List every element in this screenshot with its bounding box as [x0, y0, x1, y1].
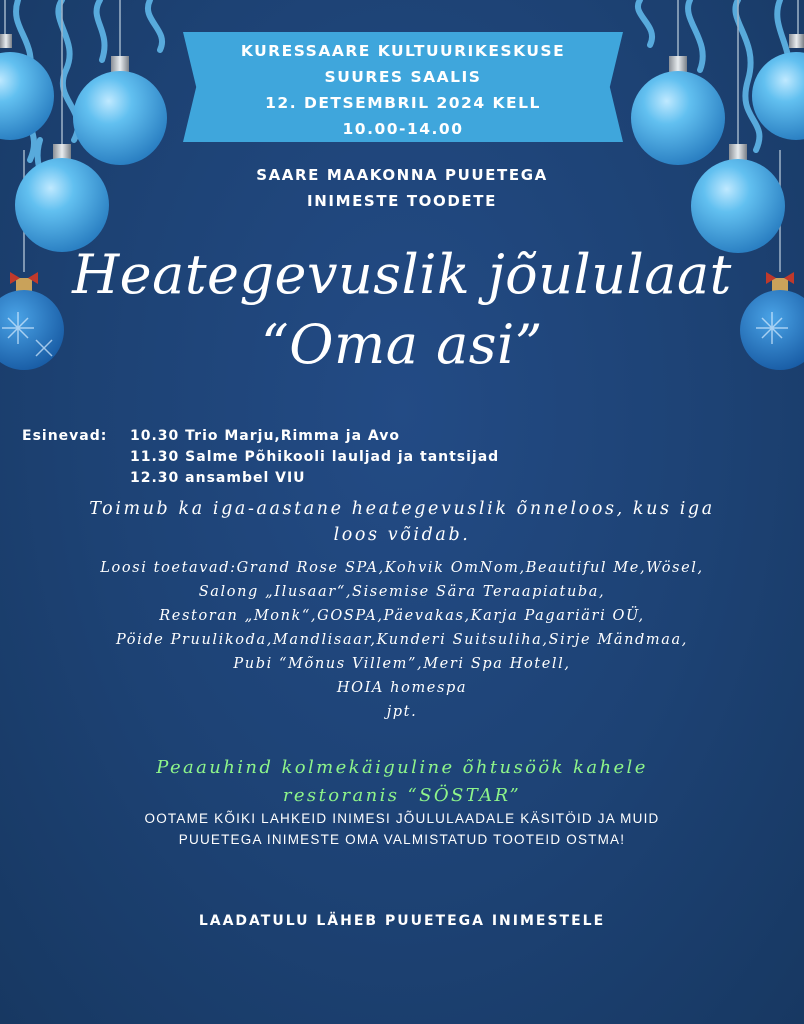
performers-list: [22, 426, 499, 489]
sponsors-line: Salong „Ilusaar“,Sisemise Sära Teraapiatuba,: [198, 584, 606, 600]
invite-line: PUUETEGA INIMESTE OMA VALMISTATUD TOOTEID OSTMA!: [178, 832, 626, 847]
subtitle-line: SAARE MAAKONNA PUUETEGA: [256, 166, 548, 184]
event-title-line2: “Oma asi”: [261, 313, 543, 376]
sponsors-line: Restoran „Monk“,GOSPA,Päevakas,Karja Pagariäri OÜ,: [159, 608, 645, 624]
sponsors-line: Pubi “Mõnus Villem”,Meri Spa Hotell,: [233, 656, 571, 672]
sponsors-list: [20, 556, 784, 724]
time-line: 10.00-14.00: [342, 120, 464, 138]
prize-line: Peaauhind kolmekäiguline õhtusöök kahele: [156, 757, 648, 778]
lottery-announcement: [20, 496, 784, 548]
performer-row: [22, 468, 499, 489]
performer-row: [22, 426, 499, 447]
performer-item: 12.30 ansambel VIU: [130, 470, 306, 486]
performer-item: 11.30 Salme Põhikooli lauljad ja tantsijad: [130, 449, 500, 465]
venue-date-info: [183, 38, 623, 142]
subtitle-line: INIMESTE TOODETE: [307, 192, 497, 210]
sponsors-line: jpt.: [386, 704, 418, 720]
sponsors-line: HOIA homespa: [336, 680, 468, 696]
venue-line: KURESSAARE KULTUURIKESKUSE: [240, 42, 566, 60]
performers-label: Esinevad:: [22, 428, 108, 444]
venue-line: SUURES SAALIS: [324, 68, 482, 86]
event-title-line1: Heategevuslik jõululaat: [72, 243, 732, 306]
lottery-line: Toimub ka iga-aastane heategevuslik õnneloos, kus iga: [89, 499, 715, 519]
invitation-text: [20, 808, 784, 850]
subtitle: [150, 162, 654, 214]
performer-row: [22, 447, 499, 468]
date-line: 12. DETSEMBRIL 2024 KELL: [265, 94, 541, 112]
proceeds-note: LAADATULU LÄHEB PUUETEGA INIMESTELE: [198, 913, 606, 929]
sponsors-line: Loosi toetavad:Grand Rose SPA,Kohvik OmNom,Beautiful Me,Wösel,: [100, 560, 704, 576]
invite-line: OOTAME KÕIKI LAHKEID INIMESI JÕULULAADALE KÄSITÖID JA MUID: [144, 811, 660, 826]
event-title: [40, 240, 764, 380]
prize-line: restoranis “SÖSTAR”: [282, 785, 522, 806]
sponsors-line: Pöide Pruulikoda,Mandlisaar,Kunderi Suitsuliha,Sirje Mändmaa,: [116, 632, 688, 648]
performer-item: 10.30 Trio Marju,Rimma ja Avo: [130, 428, 401, 444]
lottery-line: loos võidab.: [333, 525, 471, 545]
main-prize: [20, 754, 784, 810]
